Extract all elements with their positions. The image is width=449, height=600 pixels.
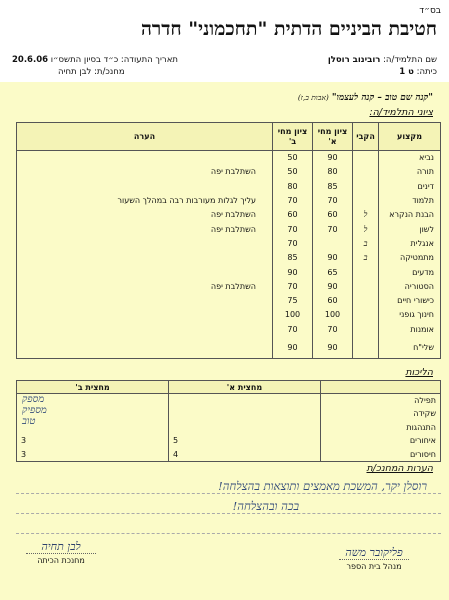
grade-row [17, 236, 441, 250]
behavior-table [16, 380, 441, 462]
half-a-cell [169, 421, 321, 435]
student-name-row [328, 55, 437, 65]
teacher-signature-label: מחנכת הכיתה [37, 556, 85, 565]
grade-b-cell: 50 [273, 151, 313, 165]
half-a-cell [169, 394, 321, 408]
grade-b-cell: 70 [273, 279, 313, 293]
behavior-hand-2: מספיק [22, 405, 47, 416]
school-name: חטיבת הביניים הדתית "תחכמוני" חדרה [140, 18, 437, 40]
level-cell [353, 165, 379, 179]
level-cell: ב [353, 251, 379, 265]
teacher-row [58, 67, 125, 77]
behavior-row [17, 434, 441, 448]
half-b-header: מחצית ב' [17, 381, 169, 394]
grade-row [17, 193, 441, 207]
behavior-row [17, 421, 441, 435]
bsd-mark: בס״ד [419, 6, 441, 16]
level-cell [353, 293, 379, 307]
level-header: הקבי [353, 123, 379, 151]
subject-cell: אומנות [379, 322, 441, 336]
grade-b-cell: 75 [273, 293, 313, 307]
behavior-hand-3: טוב [22, 416, 36, 427]
remark-cell: עליך לגלות מעורבות רבה במהלך השעור [17, 193, 273, 207]
grade-row [17, 336, 441, 358]
grade-row [17, 151, 441, 165]
remarks-title: הערות המחנכ/ת [366, 463, 433, 474]
remark-line-1 [16, 493, 441, 494]
level-cell [353, 151, 379, 165]
behavior-row [17, 448, 441, 462]
grade-a-cell: 85 [313, 179, 353, 193]
remark-cell [17, 322, 273, 336]
grade-a-cell: 70 [313, 193, 353, 207]
principal-signature-line [339, 559, 409, 560]
student-label: שם התלמיד/ה: [383, 55, 437, 65]
motto-text: "קנה שם טוב – קנה לעצמו" [331, 93, 433, 103]
level-cell: ל [353, 222, 379, 236]
subject-cell: שלי"ח [379, 336, 441, 358]
behavior-title: הליכות [405, 367, 433, 378]
date-label: תאריך התעודה: כ״ד בסיון התשס״ו [50, 55, 178, 65]
grades-title: ציוני התלמיד/ה: [369, 107, 433, 118]
date-row [12, 55, 178, 65]
motto [298, 92, 433, 103]
behavior-hand-1: מספק [22, 394, 45, 405]
grade-row [17, 293, 441, 307]
grade-a-cell: 60 [313, 208, 353, 222]
date-value: 20.6.06 [12, 55, 49, 65]
grade-a-cell: 60 [313, 293, 353, 307]
grade-a-cell: 90 [313, 251, 353, 265]
remark-cell [17, 251, 273, 265]
grade-a-cell [313, 236, 353, 250]
behavior-label-cell: התנהגות [321, 421, 441, 435]
teacher-remark-line-1: רוסלן יקר, המשכת מאמצים ותוצאות בהצלחה! [218, 479, 427, 493]
level-cell: ב [353, 236, 379, 250]
grade-row [17, 251, 441, 265]
behavior-header-row [17, 381, 441, 394]
remark-cell: השתלבת יפה [17, 165, 273, 179]
remark-cell [17, 293, 273, 307]
behavior-label-cell: איחורים [321, 434, 441, 448]
remark-line-3 [16, 533, 441, 534]
level-cell [353, 193, 379, 207]
grade-row [17, 265, 441, 279]
teacher-signature-line [26, 553, 96, 554]
remark-header: הערה [17, 123, 273, 151]
level-cell: ל [353, 208, 379, 222]
half-a-header: מחצית א' [169, 381, 321, 394]
behavior-handwriting [22, 394, 47, 427]
half-b-cell: 3 [17, 448, 169, 462]
remark-cell [17, 179, 273, 193]
teacher-name: לבן תחיה [58, 67, 92, 77]
remark-cell [17, 336, 273, 358]
subject-cell: חינוך גופני [379, 308, 441, 322]
grade-row [17, 322, 441, 336]
level-cell [353, 265, 379, 279]
subject-cell: כישורי חיים [379, 293, 441, 307]
behavior-row [17, 407, 441, 421]
half-a-cell: 4 [169, 448, 321, 462]
grade-a-cell: 90 [313, 336, 353, 358]
grade-b-cell: 70 [273, 222, 313, 236]
principal-signature-ink: פליקובר משה [345, 546, 403, 559]
grade-b-cell: 85 [273, 251, 313, 265]
remark-cell [17, 308, 273, 322]
behavior-label-cell: שקידה [321, 407, 441, 421]
grade-b-header: ציון מחי ב' [273, 123, 313, 151]
class-value: ט 1 [399, 67, 414, 77]
grade-b-cell: 90 [273, 265, 313, 279]
grade-b-cell: 60 [273, 208, 313, 222]
subject-header: מקצוע [379, 123, 441, 151]
principal-signature [339, 546, 409, 571]
grade-a-cell: 90 [313, 279, 353, 293]
grade-a-cell: 100 [313, 308, 353, 322]
grade-b-cell: 50 [273, 165, 313, 179]
grade-b-cell: 80 [273, 179, 313, 193]
subject-cell: מתמטיקה [379, 251, 441, 265]
principal-label: מנהל בית הספר [346, 562, 402, 571]
level-cell [353, 179, 379, 193]
subject-cell: מדעים [379, 265, 441, 279]
remark-cell [17, 236, 273, 250]
remark-cell: השתלבת יפה [17, 279, 273, 293]
grade-a-cell: 65 [313, 265, 353, 279]
grade-row [17, 279, 441, 293]
grade-row [17, 208, 441, 222]
remark-cell: השתלבת יפה [17, 208, 273, 222]
teacher-remark-line-2: בכה ובהצלחה! [232, 499, 299, 513]
level-cell [353, 322, 379, 336]
grade-a-cell: 70 [313, 322, 353, 336]
half-a-cell [169, 407, 321, 421]
motto-source: (אבות ב,ז) [297, 93, 329, 102]
remark-cell [17, 151, 273, 165]
grade-row [17, 222, 441, 236]
remark-cell [17, 265, 273, 279]
grade-a-header: ציון מחי א' [313, 123, 353, 151]
behavior-label-cell: חיסורים [321, 448, 441, 462]
subject-cell: הבנת הנקרא [379, 208, 441, 222]
student-name: רובינוב רוסלן [327, 55, 381, 65]
class-row [399, 67, 437, 77]
subject-cell: הסטוריה [379, 279, 441, 293]
grade-row [17, 308, 441, 322]
subject-cell: תורה [379, 165, 441, 179]
grades-table [16, 122, 441, 359]
grade-b-cell: 70 [273, 193, 313, 207]
teacher-signature-ink: לבן תחיה [41, 540, 81, 553]
grade-b-cell: 90 [273, 336, 313, 358]
grade-b-cell: 70 [273, 322, 313, 336]
grade-a-cell: 70 [313, 222, 353, 236]
level-cell [353, 279, 379, 293]
level-cell [353, 336, 379, 358]
level-cell [353, 308, 379, 322]
grade-b-cell: 70 [273, 236, 313, 250]
subject-cell: תלמוד [379, 193, 441, 207]
subject-cell: דינים [379, 179, 441, 193]
half-b-cell: 3 [17, 434, 169, 448]
class-label: כיתה: [416, 67, 437, 77]
subject-cell: לשון [379, 222, 441, 236]
teacher-label: מחנכ/ת: [94, 67, 125, 77]
grades-header-row [17, 123, 441, 151]
grade-a-cell: 80 [313, 165, 353, 179]
subject-cell: נביא [379, 151, 441, 165]
grade-b-cell: 100 [273, 308, 313, 322]
behavior-row [17, 394, 441, 408]
grade-row [17, 179, 441, 193]
remark-line-2 [16, 513, 441, 514]
subject-cell: אנגלית [379, 236, 441, 250]
grade-row [17, 165, 441, 179]
behavior-label-cell: תפילה [321, 394, 441, 408]
grade-a-cell: 90 [313, 151, 353, 165]
half-a-cell: 5 [169, 434, 321, 448]
remark-cell: השתלבת יפה [17, 222, 273, 236]
teacher-signature [26, 540, 96, 565]
behavior-label-header [321, 381, 441, 394]
